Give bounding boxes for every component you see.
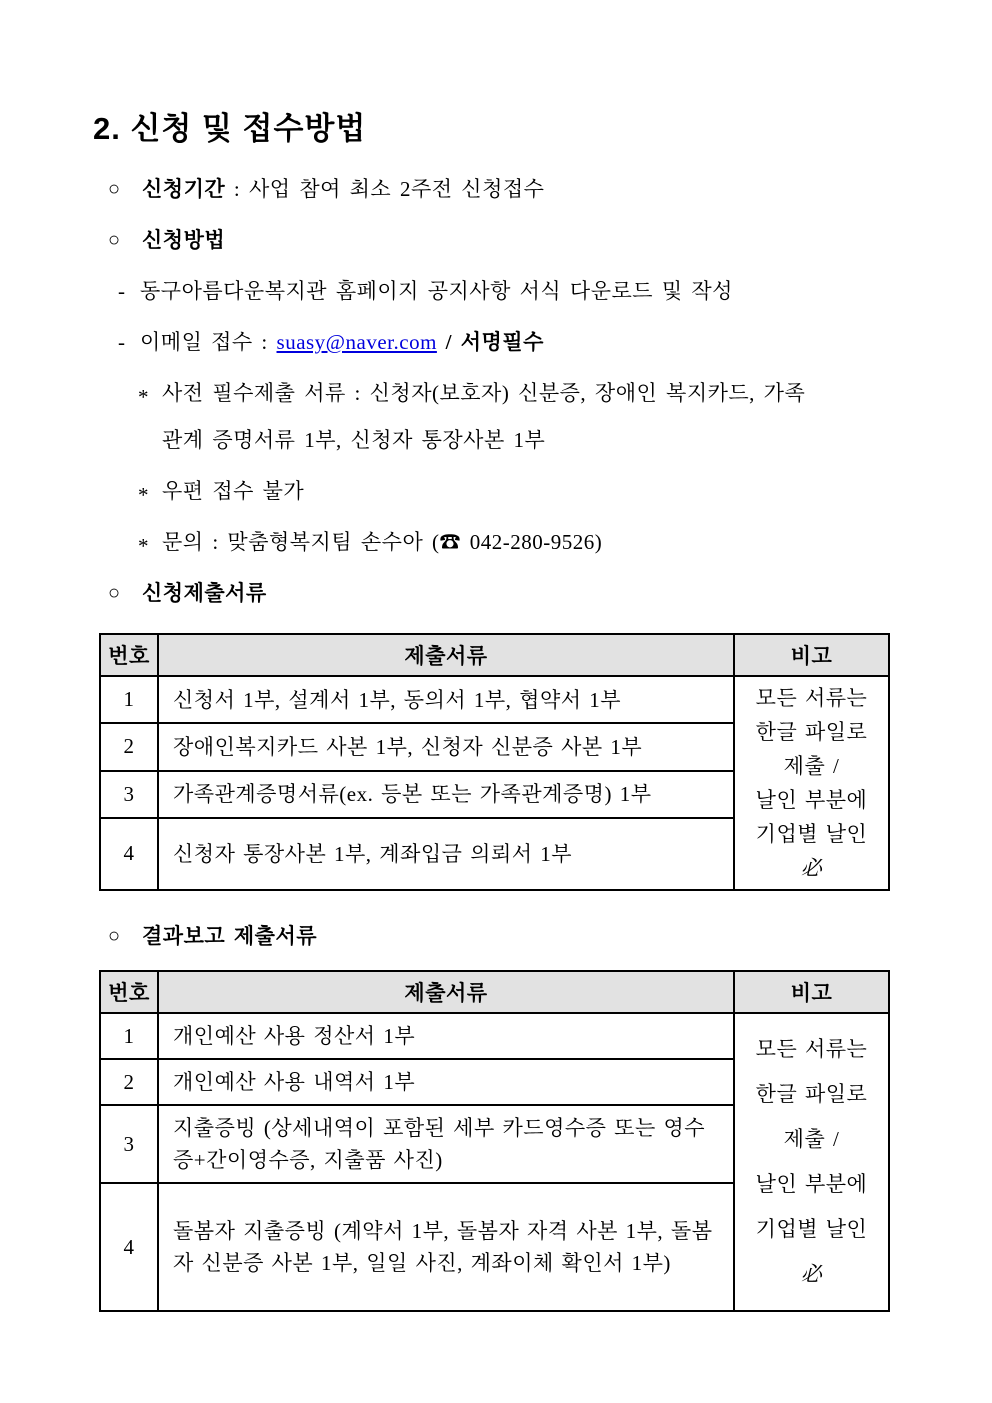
row-number: 4 [100, 818, 158, 890]
bullet-application-method [93, 229, 932, 252]
row-number: 3 [100, 1105, 158, 1183]
email-prefix: 이메일 접수 : [140, 330, 277, 354]
bullet-email-submission [93, 331, 932, 354]
contact-phone-number: 042-280-9526) [460, 530, 603, 554]
bullet-contact [93, 530, 932, 558]
remarks-line: 기업별 날인 [755, 822, 868, 846]
column-header-remarks: 비고 [734, 971, 889, 1013]
heading-report-documents [93, 925, 932, 948]
remarks-line: 한글 파일로 [755, 720, 868, 744]
remarks-must-label: 必 [800, 1262, 823, 1286]
remarks-line: 제출 / [783, 754, 840, 778]
dash-bullet-icon: - [118, 279, 126, 303]
row-number: 1 [100, 676, 158, 723]
telephone-icon: ☎ [439, 530, 461, 554]
row-documents: 가족관계증명서류(ex. 등본 또는 가족관계증명) 1부 [158, 771, 734, 818]
asterisk-bullet-icon: * [138, 385, 149, 409]
application-documents-heading-label: 신청제출서류 [142, 581, 267, 605]
row-number: 4 [100, 1183, 158, 1311]
table-row [100, 676, 889, 723]
remarks-line: 기업별 날인 [755, 1217, 868, 1241]
bullet-no-postal-mail [93, 479, 932, 507]
contact-text [162, 531, 602, 554]
remarks-line: 모든 서류는 [755, 1037, 868, 1061]
email-submission-text [140, 331, 544, 354]
remarks-line: 제출 / [783, 1127, 840, 1151]
circle-bullet-icon: ○ [108, 178, 121, 200]
application-period-label: 신청기간 [142, 177, 226, 201]
bullet-application-period [93, 178, 932, 201]
row-documents: 지출증빙 (상세내역이 포함된 세부 카드영수증 또는 영수증+간이영수증, 지출품 사진) [158, 1105, 734, 1183]
bullet-required-documents [93, 381, 932, 409]
remarks-line: 한글 파일로 [755, 1082, 868, 1106]
report-documents-heading-label: 결과보고 제출서류 [142, 924, 318, 948]
row-documents: 개인예산 사용 내역서 1부 [158, 1059, 734, 1105]
remarks-cell [734, 1013, 889, 1311]
application-documents-table [99, 633, 890, 891]
circle-bullet-icon: ○ [108, 925, 121, 947]
application-period-value: : 사업 참여 최소 2주전 신청접수 [225, 177, 545, 201]
column-header-documents: 제출서류 [158, 634, 734, 676]
email-link[interactable]: suasy@naver.com [276, 330, 437, 354]
no-postal-mail-text: 우편 접수 불가 [162, 479, 305, 503]
signature-required-label: / 서명필수 [436, 330, 544, 354]
remarks-cell [734, 676, 889, 890]
row-number: 2 [100, 1059, 158, 1105]
column-header-remarks: 비고 [734, 634, 889, 676]
required-documents-line2: 관계 증명서류 1부, 신청자 통장사본 1부 [162, 428, 546, 452]
circle-bullet-icon: ○ [108, 582, 121, 604]
application-period-text [142, 178, 544, 201]
remarks-must-label: 必 [800, 856, 823, 880]
bullet-required-documents-continuation [93, 429, 932, 452]
row-documents: 신청자 통장사본 1부, 계좌입금 의뢰서 1부 [158, 818, 734, 890]
remarks-line: 날인 부분에 [755, 1172, 868, 1196]
column-header-number: 번호 [100, 971, 158, 1013]
table-header-row [100, 634, 889, 676]
row-number: 3 [100, 771, 158, 818]
bullet-homepage-download [93, 280, 932, 303]
page-title: 2. 신청 및 접수방법 [93, 111, 367, 146]
row-documents: 장애인복지카드 사본 1부, 신청자 신분증 사본 1부 [158, 723, 734, 770]
asterisk-bullet-icon: * [138, 483, 149, 507]
heading-application-documents [93, 582, 932, 605]
column-header-documents: 제출서류 [158, 971, 734, 1013]
circle-bullet-icon: ○ [108, 229, 121, 251]
asterisk-bullet-icon: * [138, 534, 149, 558]
required-documents-line1: 사전 필수제출 서류 : 신청자(보호자) 신분증, 장애인 복지카드, 가족 [162, 381, 806, 405]
remarks-line: 날인 부분에 [755, 788, 868, 812]
homepage-download-text: 동구아름다운복지관 홈페이지 공지사항 서식 다운로드 및 작성 [140, 279, 733, 303]
report-documents-table [99, 970, 890, 1312]
dash-bullet-icon: - [118, 330, 126, 354]
table-header-row [100, 971, 889, 1013]
contact-prefix: 문의 : 맞춤형복지팀 손수아 ( [162, 530, 440, 554]
row-documents: 신청서 1부, 설계서 1부, 동의서 1부, 협약서 1부 [158, 676, 734, 723]
row-number: 1 [100, 1013, 158, 1059]
table-row [100, 1013, 889, 1059]
row-documents: 개인예산 사용 정산서 1부 [158, 1013, 734, 1059]
row-documents: 돌봄자 지출증빙 (계약서 1부, 돌봄자 자격 사본 1부, 돌봄자 신분증 사본 1부, 일일 사진, 계좌이체 확인서 1부) [158, 1183, 734, 1311]
application-method-label: 신청방법 [142, 228, 226, 252]
column-header-number: 번호 [100, 634, 158, 676]
row-number: 2 [100, 723, 158, 770]
remarks-line: 모든 서류는 [755, 686, 868, 710]
